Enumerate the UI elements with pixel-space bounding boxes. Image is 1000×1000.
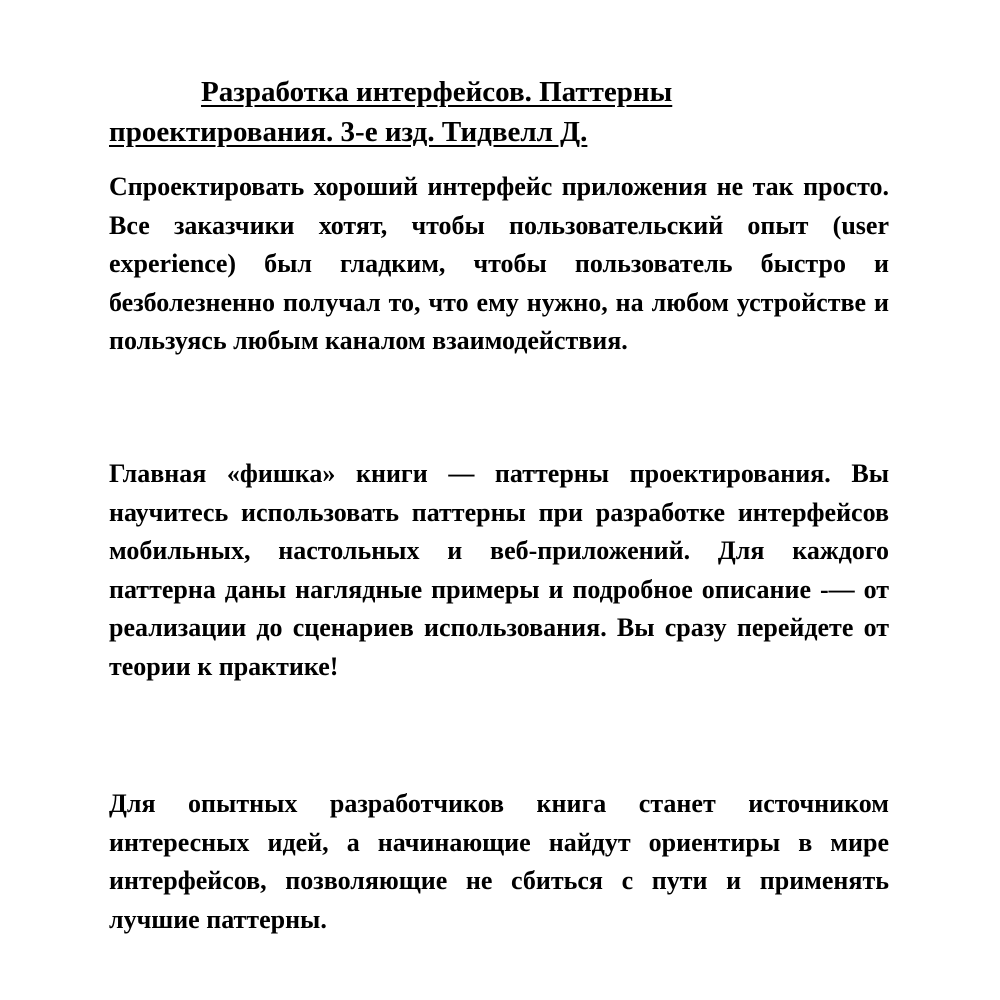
paragraph-intro: Спроектировать хороший интерфейс приложения не так просто. Все заказчики хотят, чтобы пользовательский опыт (user experience) был гладким, чтобы пользователь быстро и безболезненно получал то, что ему нужно, на любом устройстве и пользуясь любым каналом взаимодействия. [109, 172, 889, 356]
document-title: Разработка интерфейсов. Паттерны проектирования. 3-е изд. Тидвелл Д. [109, 76, 673, 148]
paragraph-audience: Для опытных разработчиков книга станет источником интересных идей, а начинающие найдут ориентиры в мире интерфейсов, позволяющие не сбиться с пути и применять лучшие паттерны. [109, 789, 889, 934]
paragraph-patterns: Главная «фишка» книги — паттерны проектирования. Вы научитесь использовать паттерны при разработке интерфейсов мобильных, настольных и веб-приложений. Для каждого паттерна даны наглядные примеры и подробное описание -— от реализации до сценариев использования. Вы сразу перейдете от теории к практике! [109, 459, 889, 681]
